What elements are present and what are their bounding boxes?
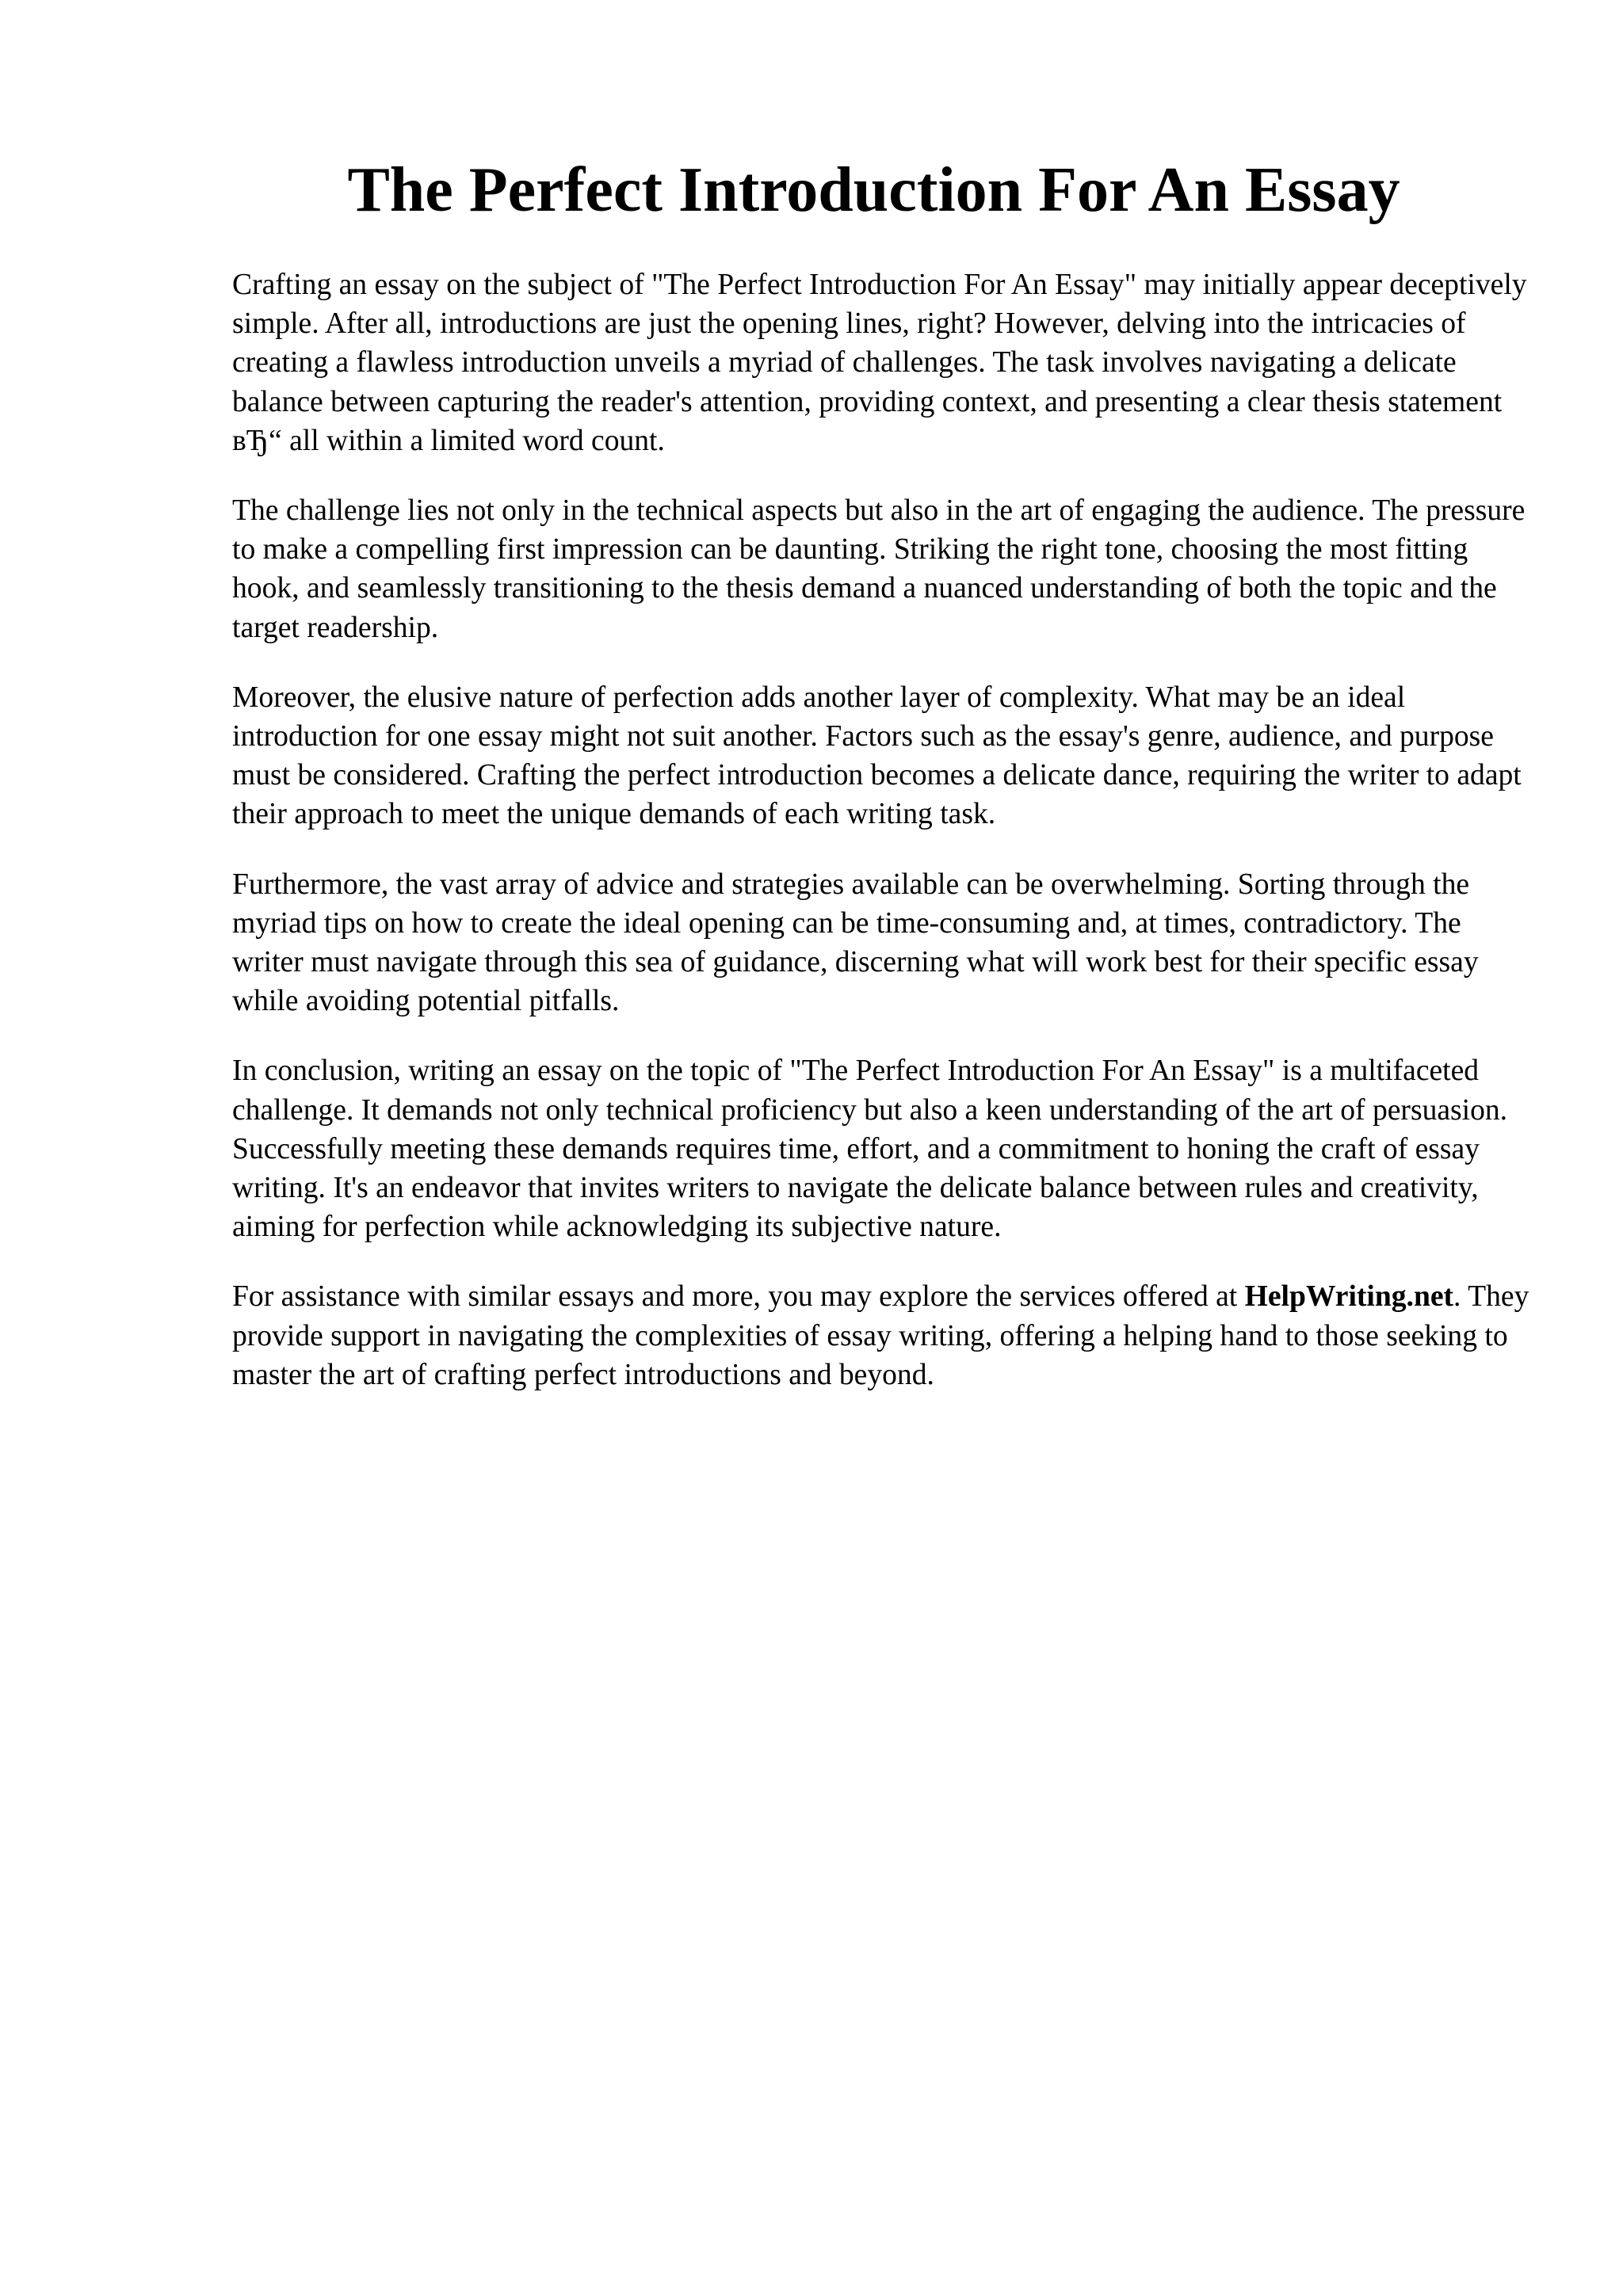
paragraph-challenge: The challenge lies not only in the technical aspects but also in the art of engaging the audience. The pressure to make a compelling first impression can be daunting. Striking the right tone, choosing the most fitting hook, and seamlessly transitioning to the thesis demand a nuanced understanding of both the topic and the target readership.	[232, 494, 1526, 644]
paragraph-perfection: Moreover, the elusive nature of perfection adds another layer of complexity. What may be an ideal introduction for one essay might not suit another. Factors such as the essay's genre, audience, and purpose must be considered. Crafting the perfect introduction becomes a delicate dance, requiring the writer to adapt their approach to meet the unique demands of each writing task.	[232, 681, 1522, 831]
closing-text-before: For assistance with similar essays and more, you may explore the services offered at	[232, 1280, 1245, 1314]
paragraph-advice: Furthermore, the vast array of advice and strategies available can be overwhelming. Sorting through the myriad tips on how to create the ideal opening can be time-consuming and, at times, contradictory. The writer must navigate through this sea of guidance, discerning what will work best for their specific essay while avoiding potential pitfalls.	[232, 868, 1479, 1018]
closing-text-after: . They provide support in navigating the complexities of essay writing, offering a helping hand to those seeking to master the art of crafting perfect introductions and beyond.	[232, 1280, 1529, 1391]
paragraph-closing	[232, 1277, 1532, 1394]
document-body	[232, 265, 1532, 1425]
paragraph-conclusion: In conclusion, writing an essay on the topic of "The Perfect Introduction For An Essay" is a multifaceted challenge. It demands not only technical proficiency but also a keen understanding of the art of persuasion. Successfully meeting these demands requires time, effort, and a commitment to honing the craft of essay writing. It's an endeavor that invites writers to navigate the delicate balance between rules and creativity, aiming for perfection while acknowledging its subjective nature.	[232, 1055, 1508, 1244]
paragraph-intro: Crafting an essay on the subject of "The Perfect Introduction For An Essay" may initially appear deceptively simple. After all, introductions are just the opening lines, right? However, delving into the intricacies of creating a flawless introduction unveils a myriad of challenges. The task involves navigating a delicate balance between capturing the reader's attention, providing context, and presenting a clear thesis statement вЂ“ all within a limited word count.	[232, 269, 1527, 457]
document-title: The Perfect Introduction For An Essay	[347, 155, 1400, 225]
brand-name: HelpWriting.net	[1244, 1280, 1454, 1314]
